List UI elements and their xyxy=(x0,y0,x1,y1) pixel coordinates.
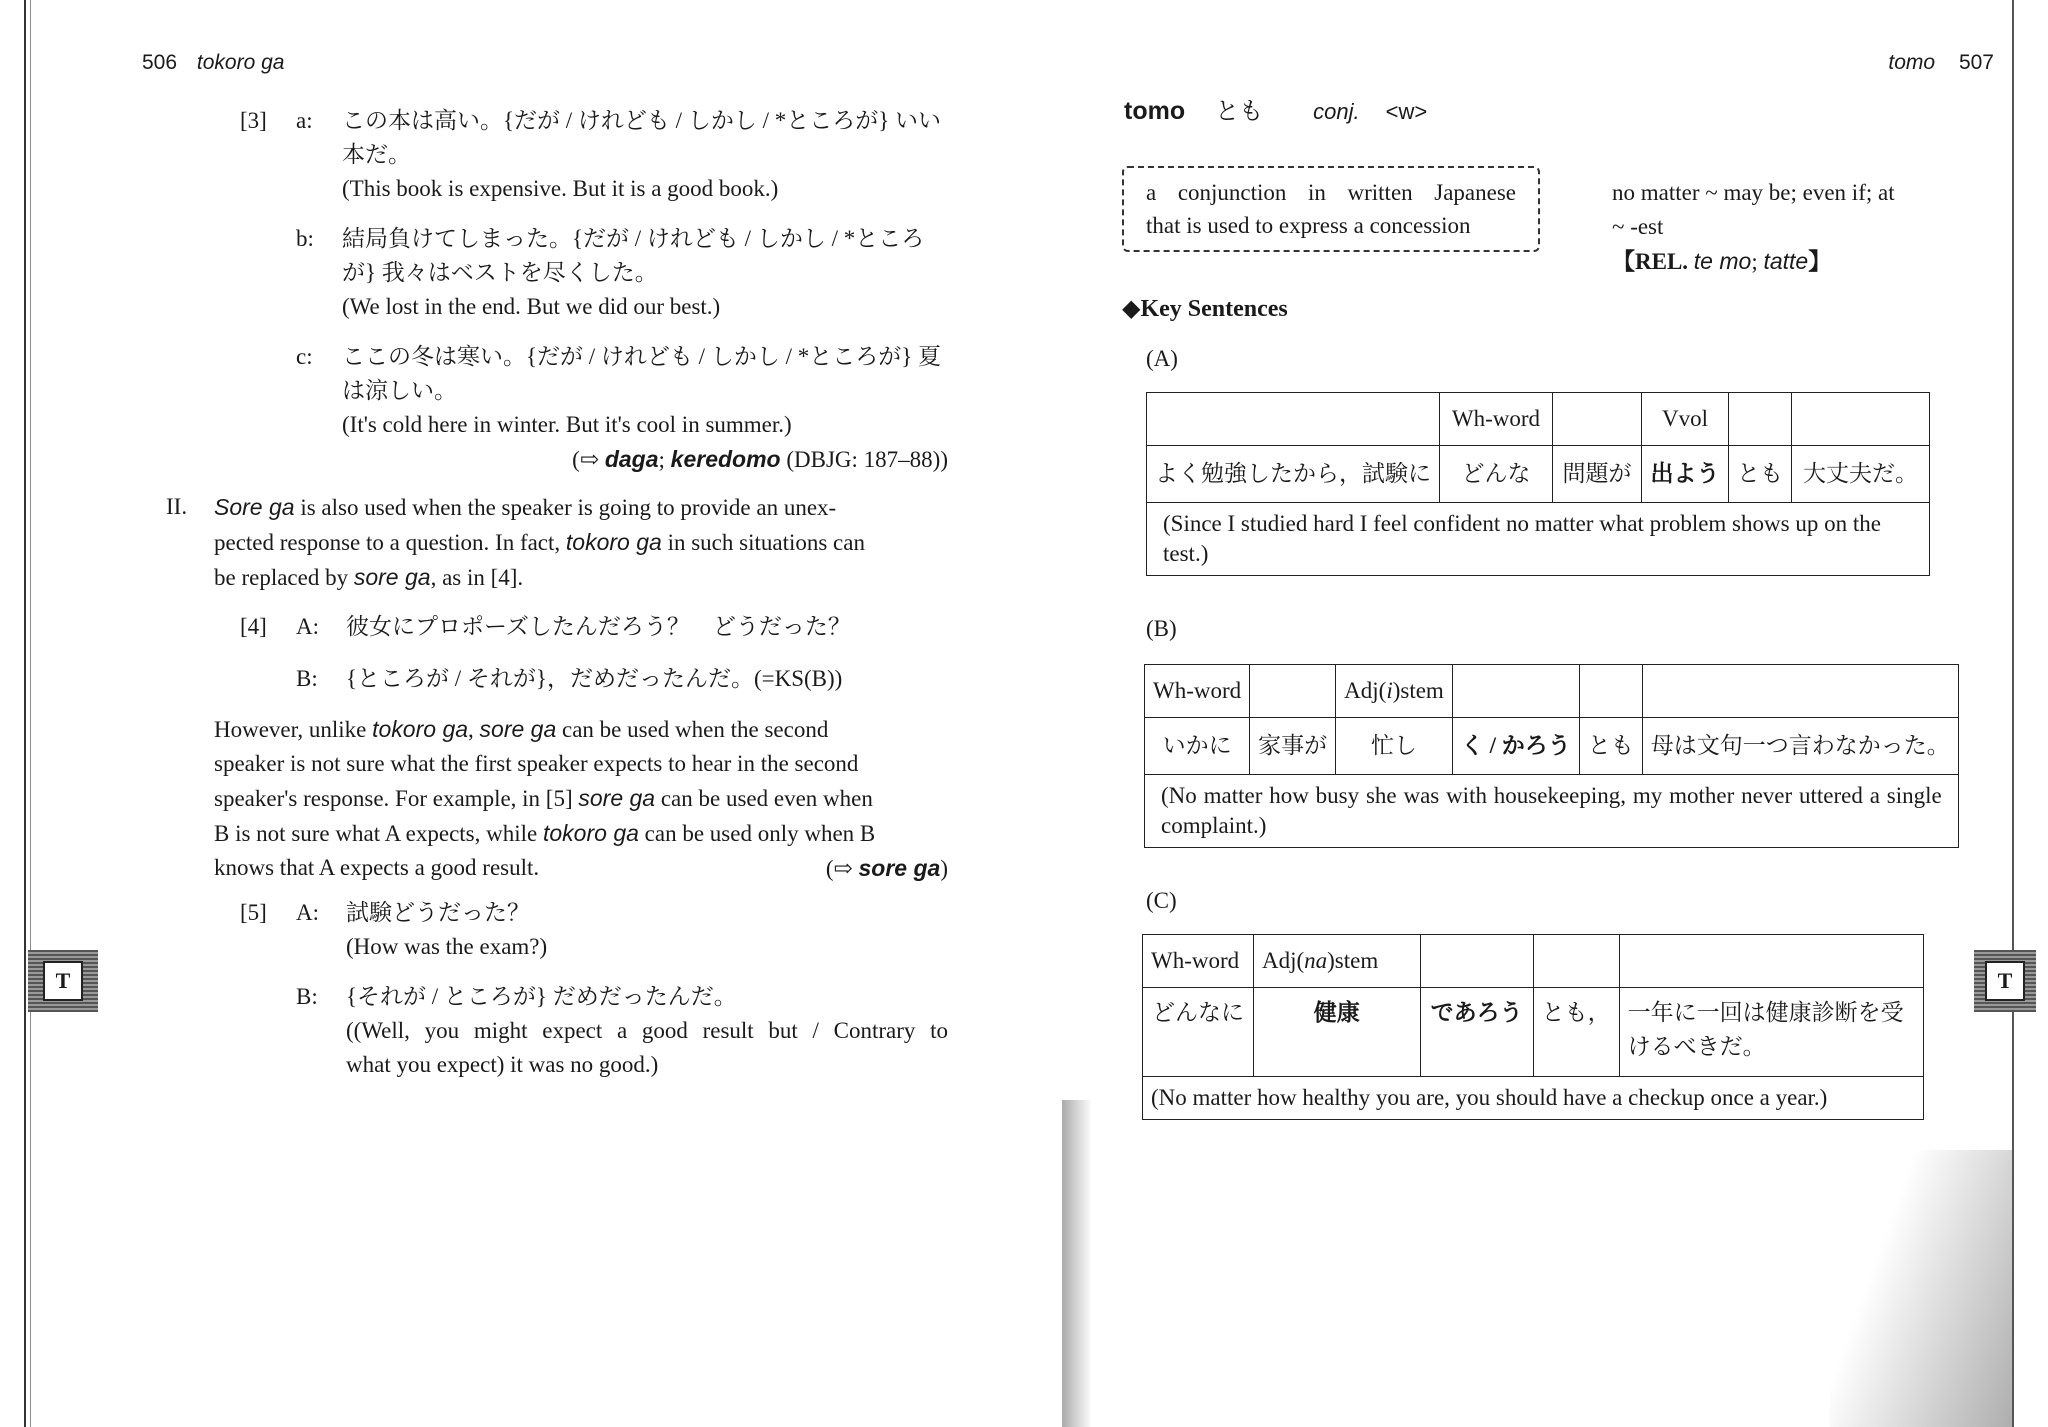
ks-a-h6 xyxy=(1792,393,1930,446)
left-page-number: 506 xyxy=(142,51,178,74)
example-3a-body xyxy=(342,104,941,206)
ks-a-c6: 大丈夫だ。 xyxy=(1792,446,1930,503)
headword: tomo xyxy=(1124,97,1186,125)
ks-a-h4: Vvol xyxy=(1642,393,1729,446)
adj-na: na xyxy=(1304,948,1328,973)
text: be replaced by xyxy=(214,565,354,590)
example-3c-body xyxy=(342,340,941,442)
example-3b-jp-line-1: 結局負けてしまった。{だが / けれども / しかし / *ところ xyxy=(342,226,925,251)
ks-b-c2: 家事が xyxy=(1250,718,1336,775)
right-page-number: 507 xyxy=(1958,51,1994,74)
right-running-title: tomo xyxy=(1888,51,1936,74)
ks-c-h5 xyxy=(1619,935,1923,988)
ref-prefix: (⇨ xyxy=(825,856,859,881)
term: sore ga xyxy=(353,564,431,590)
example-5a-jp: 試験どうだった？ xyxy=(346,900,530,925)
example-4a-text: 彼女にプロポーズしたんだろう？ どうだった？ xyxy=(346,614,851,639)
ks-c-h2 xyxy=(1253,935,1420,988)
section-2-line-2 xyxy=(214,525,948,560)
ref-suffix: ) xyxy=(940,856,948,881)
example-5b-jp: {それが / ところが} だめだったんだ。 xyxy=(346,984,737,1009)
adj-suffix: )stem xyxy=(1327,948,1379,973)
key-sentences-title: ◆Key Sentences xyxy=(1122,296,1288,322)
example-3b-jp-line-2: が} 我々はベストを尽くした。 xyxy=(342,260,658,285)
para-line-5 xyxy=(214,851,948,886)
example-3b-en: (We lost in the end. But we did our best.) xyxy=(342,294,721,319)
text: pected response to a question. In fact, xyxy=(214,530,566,555)
text: in such situations can xyxy=(661,530,865,555)
ref-term-keredomo: keredomo xyxy=(670,446,781,472)
ks-b-h6 xyxy=(1642,665,1958,718)
example-5-number: [5] xyxy=(240,900,267,925)
term: tokoro ga xyxy=(565,529,662,555)
text: speaker's response. For example, in [5] xyxy=(214,786,579,811)
ks-a-c5: とも xyxy=(1729,446,1792,503)
ref-term-sore-ga: sore ga xyxy=(858,855,941,881)
related-entries xyxy=(1612,244,1952,279)
ks-c-h1: Wh-word xyxy=(1143,935,1254,988)
adj-suffix: )stem xyxy=(1392,678,1444,703)
ks-a-h5 xyxy=(1729,393,1792,446)
ks-b-c4: く / かろう xyxy=(1452,718,1579,775)
text: can be used only when B xyxy=(638,821,876,846)
ks-a-c4: 出よう xyxy=(1642,446,1729,503)
ks-c-table xyxy=(1142,934,1924,1120)
example-3a-label: a: xyxy=(296,108,313,133)
example-4b-text: {ところが / それが}，だめだったんだ。(=KS(B)) xyxy=(346,666,843,691)
example-5b-en-line-1: ((Well, you might expect a good result but / Contrary to xyxy=(346,1018,948,1043)
headword-kana: とも xyxy=(1215,99,1264,125)
text: , as in [4]. xyxy=(430,565,524,590)
text: can be used even when xyxy=(655,786,873,811)
ks-b-c1: いかに xyxy=(1145,718,1250,775)
example-3c-jp-line-2: は涼しい。 xyxy=(342,378,457,403)
example-5a-label: A: xyxy=(296,900,319,925)
example-5b-label: B: xyxy=(296,984,318,1009)
left-page xyxy=(0,0,1000,1427)
ks-a-c3: 問題が xyxy=(1553,446,1642,503)
ref-term-daga: daga xyxy=(604,446,659,472)
para-line-4 xyxy=(214,816,948,851)
ks-c-h4 xyxy=(1533,935,1619,988)
ks-a-table xyxy=(1146,392,1930,576)
ks-a-h1 xyxy=(1147,393,1440,446)
right-page xyxy=(1060,0,2048,1427)
example-3a-jp-line-1: この本は高い。{だが / けれども / しかし / *ところが} いい xyxy=(342,108,941,133)
ks-b-h4 xyxy=(1452,665,1579,718)
section-2-line-1 xyxy=(214,490,948,525)
ks-a-translation: (Since I studied hard I feel confident no matter what problem shows up on the test.) xyxy=(1147,503,1930,576)
rel-te-mo: te mo xyxy=(1693,248,1752,274)
text: B is not sure what A expects, while xyxy=(214,821,543,846)
section-2-line-3 xyxy=(214,560,948,595)
ks-b-table xyxy=(1144,664,1959,848)
rel-prefix: 【REL. xyxy=(1612,249,1694,274)
ks-c-c3: であろう xyxy=(1420,988,1533,1077)
ks-b-h1: Wh-word xyxy=(1145,665,1250,718)
example-5b-body xyxy=(346,980,948,1082)
ks-a-h3 xyxy=(1553,393,1642,446)
ks-b-label: (B) xyxy=(1146,616,1177,641)
definition-line-2: that is used to express a concession xyxy=(1146,213,1471,238)
right-running-head xyxy=(1888,46,1994,80)
example-5a-body xyxy=(346,896,547,964)
meaning-block xyxy=(1612,176,1952,279)
adj-i: i xyxy=(1386,678,1393,703)
rel-tatte: tatte xyxy=(1763,248,1809,274)
ks-b-c6: 母は文句一つ言わなかった。 xyxy=(1642,718,1958,775)
example-4-number: [4] xyxy=(240,614,267,639)
para-line-1 xyxy=(214,712,948,747)
meaning-line-1: no matter ~ may be; even if; at xyxy=(1612,180,1895,205)
left-running-head xyxy=(142,46,284,80)
ks-b-c3: 忙し xyxy=(1336,718,1453,775)
ks-c-label: (C) xyxy=(1146,888,1177,913)
left-thumb-tab-letter: T xyxy=(43,961,83,1001)
ks-c-c4: とも， xyxy=(1533,988,1619,1077)
ks-b-c5: とも xyxy=(1579,718,1642,775)
term: sore ga xyxy=(479,716,557,742)
term: tokoro ga xyxy=(543,820,639,846)
register-tag: <w> xyxy=(1385,99,1428,124)
ks-a-h2: Wh-word xyxy=(1440,393,1553,446)
example-3c-en: (It's cold here in winter. But it's cool in summer.) xyxy=(342,412,792,437)
example-5a-en: (How was the exam?) xyxy=(346,934,548,959)
rel-suffix: 】 xyxy=(1808,249,1832,274)
rel-sep: ; xyxy=(1751,249,1764,274)
para-line-2 xyxy=(214,747,948,781)
example-4b-label: B: xyxy=(296,666,318,691)
section-2-numeral: II. xyxy=(166,494,188,519)
ref-suffix: (DBJG: 187–88)) xyxy=(780,447,948,472)
ks-b-h5 xyxy=(1579,665,1642,718)
definition-box xyxy=(1122,166,1540,252)
part-of-speech: conj. xyxy=(1313,99,1360,124)
ref-sep: ; xyxy=(658,447,671,472)
ks-c-h3 xyxy=(1420,935,1533,988)
term: Sore ga xyxy=(214,494,295,520)
adj-prefix: Adj( xyxy=(1261,948,1305,973)
example-3-number: [3] xyxy=(240,108,267,133)
text: knows that A expects a good result. xyxy=(214,855,540,880)
ks-a-label: (A) xyxy=(1146,346,1178,371)
example-3a-jp-line-2: 本だ。 xyxy=(342,142,411,167)
definition-line-1: a conjunction in written Japanese xyxy=(1146,180,1516,205)
right-thumb-tab xyxy=(1974,950,2036,1012)
ks-b-h3 xyxy=(1336,665,1453,718)
example-3b-label: b: xyxy=(296,226,314,251)
ks-c-translation: (No matter how healthy you are, you should have a checkup once a year.) xyxy=(1143,1077,1924,1120)
sore-ga-paragraph xyxy=(214,712,948,886)
text: However, unlike xyxy=(214,717,373,742)
adj-prefix: Adj( xyxy=(1344,678,1387,703)
ks-b-h2 xyxy=(1250,665,1336,718)
text: speaker is not sure what the first speaker expects to hear in the second xyxy=(214,751,859,776)
text: can be used when the second xyxy=(556,717,829,742)
term: sore ga xyxy=(578,785,656,811)
ks-a-c1: よく勉強したから，試験に xyxy=(1147,446,1440,503)
ks-c-c1: どんなに xyxy=(1143,988,1254,1077)
text: , xyxy=(468,717,480,742)
entry-heading xyxy=(1124,94,1427,129)
example-3c-jp-line-1: ここの冬は寒い。{だが / けれども / しかし / *ところが} 夏 xyxy=(342,344,941,369)
ks-c-c5: 一年に一回は健康診断を受けるべきだ。 xyxy=(1619,988,1923,1077)
para-cross-reference xyxy=(826,851,948,886)
ks-b-translation: (No matter how busy she was with housekeeping, my mother never uttered a single complaint.) xyxy=(1145,775,1959,848)
term: tokoro ga xyxy=(372,716,469,742)
right-thumb-tab-letter: T xyxy=(1985,961,2025,1001)
example-3c-label: c: xyxy=(296,344,313,369)
text: is also used when the speaker is going to provide an unex- xyxy=(294,495,837,520)
example-3-cross-reference xyxy=(572,442,948,477)
example-5b-en-line-2: what you expect) it was no good.) xyxy=(346,1052,659,1077)
ks-a-c2: どんな xyxy=(1440,446,1553,503)
section-2-paragraph xyxy=(214,490,948,595)
left-thumb-tab xyxy=(28,950,98,1012)
example-3a-en: (This book is expensive. But it is a good book.) xyxy=(342,176,779,201)
ks-c-c2: 健康 xyxy=(1253,988,1420,1077)
meaning-line-2: ~ -est xyxy=(1612,214,1664,239)
left-running-title: tokoro ga xyxy=(196,51,285,74)
para-line-3 xyxy=(214,781,948,816)
example-3b-body xyxy=(342,222,924,324)
example-4a-label: A: xyxy=(296,614,319,639)
ref-prefix: (⇨ xyxy=(572,447,605,472)
